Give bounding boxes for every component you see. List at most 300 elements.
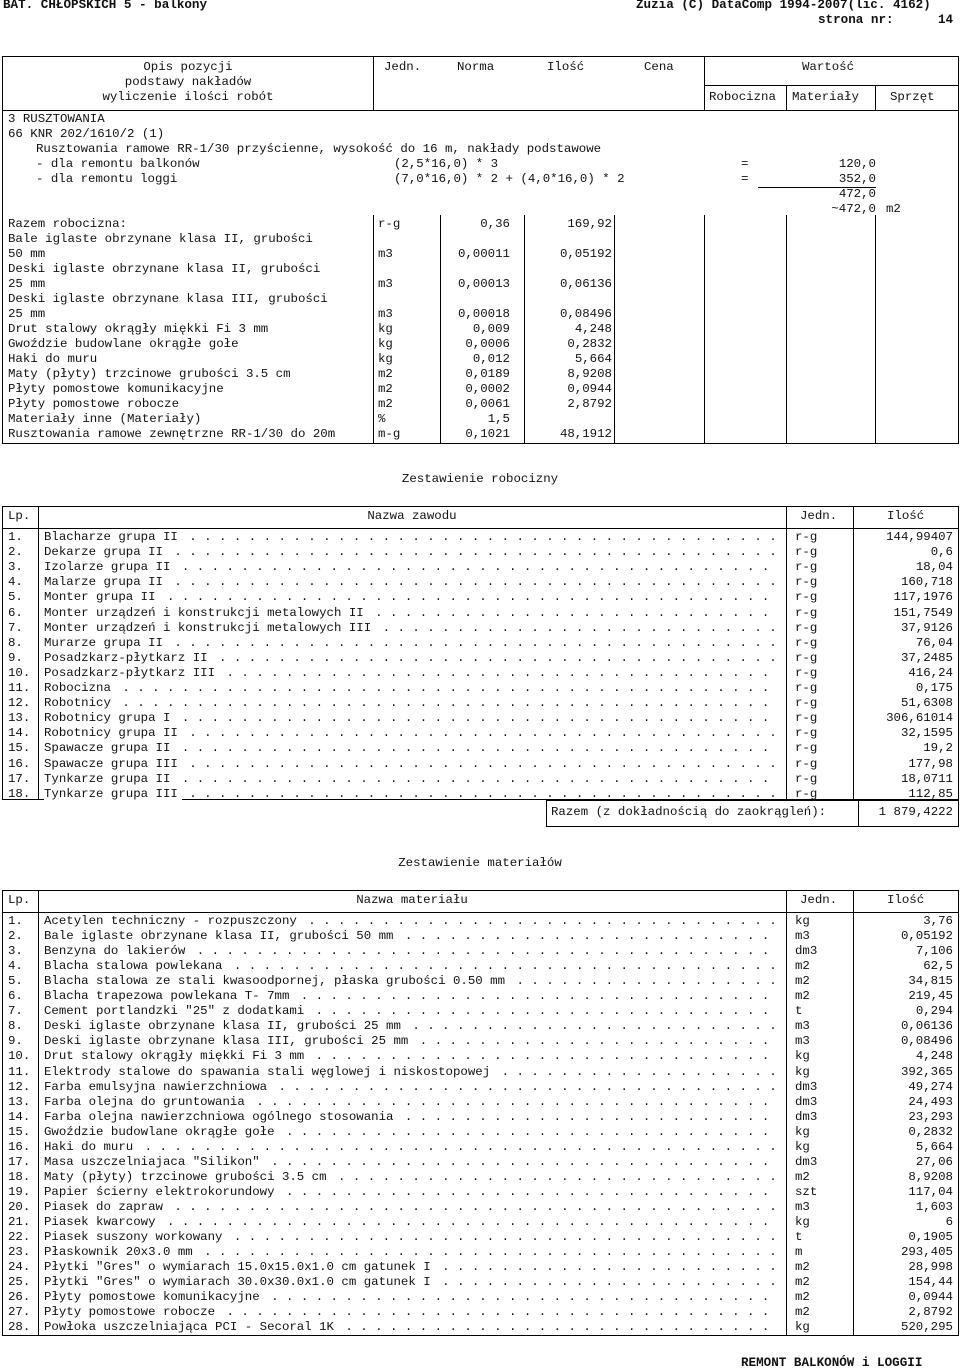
row-unit: r-g bbox=[795, 696, 818, 711]
row-name: Płytki "Gres" o wymiarach 30.0x30.0x1.0 cm gatunek I . . . . . . . . . . . . . . . . . . . . . . . bbox=[44, 1275, 777, 1290]
materials-summary-title: Zestawienie materiałów bbox=[398, 856, 562, 870]
resource-row bbox=[0, 367, 960, 382]
resource-name: Deski iglaste obrzynane klasa III, grubości bbox=[8, 292, 328, 306]
resource-unit: % bbox=[378, 412, 386, 426]
row-name: Robotnicy grupa I . . . . . . . . . . . . . . . . . . . . . . . . . . . . . . . . . . . . . . . . bbox=[44, 711, 770, 726]
row-quantity: 219,45 bbox=[908, 989, 953, 1004]
table-row bbox=[0, 636, 960, 651]
resource-quantity: 2,8792 bbox=[567, 397, 612, 411]
dot-leader: . . . . . . . . . . . . . . . . . . . . . . . . . . . . . . . . . . . . . . . . . bbox=[159, 1215, 770, 1229]
row-number: 13. bbox=[8, 1094, 31, 1109]
row-quantity: 151,7549 bbox=[893, 605, 953, 620]
section-heading: 3 RUSZTOWANIA bbox=[8, 112, 105, 126]
row-quantity: 0,2832 bbox=[908, 1124, 953, 1139]
dot-leader: . . . . . . . . . . . . . . . . . . . . . . . . . . . . . . . . . . . bbox=[248, 1094, 770, 1109]
row-number: 15. bbox=[8, 1124, 31, 1139]
table-row bbox=[0, 772, 960, 787]
resource-name: Maty (płyty) trzcinowe grubości 3.5 cm bbox=[8, 367, 291, 381]
dot-leader: . . . . . . . . . . . . . . . . . . . . . . . . . . . . . . . . . . . . . . . bbox=[189, 944, 770, 959]
resource-norm: 0,0006 bbox=[465, 337, 510, 351]
row-name: Monter grupa II . . . . . . . . . . . . . . . . . . . . . . . . . . . . . . . . . . . . . . . . . bbox=[44, 590, 770, 605]
labor-header-name: Nazwa zawodu bbox=[367, 509, 457, 523]
dot-leader: . . . . . . . . . . . . . . . . . . bbox=[509, 974, 777, 989]
row-unit: dm3 bbox=[795, 1109, 818, 1124]
table-row bbox=[0, 1320, 960, 1335]
calc-formula: (2,5*16,0) * 3 bbox=[394, 157, 499, 171]
row-quantity: 49,274 bbox=[908, 1079, 953, 1094]
row-name: Gwoździe budowlane okrągłe gołe . . . . . . . . . . . . . . . . . . . . . . . . . . . . . . . . . bbox=[44, 1124, 770, 1139]
row-number: 22. bbox=[8, 1230, 31, 1245]
dot-leader: . . . . . . . . . . . . . . . . . . . . . . . . . . . . . . . . bbox=[300, 914, 777, 928]
row-unit: r-g bbox=[795, 756, 818, 771]
resource-quantity: 0,08496 bbox=[559, 307, 612, 321]
row-unit: r-g bbox=[795, 726, 818, 741]
dot-leader: . . . . . . . . . . . . . . . . . . . . . . . . . . . . . . . . . . . . . . . . . . . . bbox=[114, 681, 770, 695]
resource-quantity: 0,2832 bbox=[567, 337, 612, 351]
page-label: strona nr: bbox=[818, 13, 894, 27]
row-number: 19. bbox=[8, 1184, 31, 1199]
resource-name: Deski iglaste obrzynane klasa II, grubości bbox=[8, 262, 321, 276]
row-quantity: 2,8792 bbox=[908, 1305, 953, 1320]
resource-unit: m2 bbox=[378, 397, 393, 411]
resource-unit: kg bbox=[378, 322, 393, 336]
labor-header-qty: Ilość bbox=[887, 509, 925, 523]
labor-summary-title: Zestawienie robocizny bbox=[401, 472, 559, 486]
row-number: 5. bbox=[8, 974, 23, 989]
resource-name: Drut stalowy okrągły miękki Fi 3 mm bbox=[8, 322, 269, 336]
header-wartosc: Wartość bbox=[802, 60, 855, 74]
calc-sum-unit: m2 bbox=[886, 202, 901, 216]
row-quantity: 7,106 bbox=[915, 944, 953, 959]
header-jedn: Jedn. bbox=[384, 60, 422, 74]
table-row bbox=[0, 726, 960, 741]
row-number: 14. bbox=[8, 1109, 31, 1124]
row-quantity: 0,6 bbox=[930, 545, 953, 560]
row-number: 8. bbox=[8, 1019, 23, 1034]
row-number: 1. bbox=[8, 530, 23, 544]
table-row bbox=[0, 1004, 960, 1019]
labor-header-unit: Jedn. bbox=[800, 509, 838, 523]
labor-header-divider bbox=[2, 528, 958, 529]
row-number: 7. bbox=[8, 1004, 23, 1019]
row-quantity: 177,98 bbox=[908, 756, 953, 771]
row-unit: dm3 bbox=[795, 1094, 818, 1109]
row-quantity: 51,6308 bbox=[900, 696, 953, 711]
labor-header-lp: Lp. bbox=[8, 509, 31, 523]
dot-leader: . . . . . . . . . . . . . . . . . . . . . . . . . . . bbox=[367, 605, 770, 620]
row-name: Malarze grupa II . . . . . . . . . . . . . . . . . . . . . . . . . . . . . . . . . . . . . . . . . bbox=[44, 575, 777, 590]
row-unit: kg bbox=[795, 1049, 810, 1064]
table-row bbox=[0, 1260, 960, 1275]
dot-leader: . . . . . . . . . . . . . . . . . . . . . . . . . . . . . . . . . . . . . . . . bbox=[181, 786, 777, 801]
header-wyliczenie: wyliczenie ilości robót bbox=[102, 90, 274, 104]
row-unit: m bbox=[795, 1245, 803, 1260]
resource-name: Rusztowania ramowe zewnętrzne RR-1/30 do 20m bbox=[8, 427, 336, 441]
row-unit: r-g bbox=[795, 530, 818, 544]
row-number: 10. bbox=[8, 1049, 31, 1064]
row-name: Robotnicy . . . . . . . . . . . . . . . . . . . . . . . . . . . . . . . . . . . . . . . . . . . . bbox=[44, 696, 770, 711]
dot-leader: . . . . . . . . . . . . . . . . . . . . . . . bbox=[434, 1275, 777, 1290]
table-row bbox=[0, 929, 960, 944]
row-quantity: 0,08496 bbox=[900, 1034, 953, 1049]
table-row bbox=[0, 575, 960, 590]
row-name: Monter urządzeń i konstrukcji metalowych III . . . . . . . . . . . . . . . . . . . . . . . . . . . bbox=[44, 620, 777, 635]
dot-leader: . . . . . . . . . . . . . . . . . . . . . . . . . . . . . . . . . bbox=[278, 1124, 770, 1139]
dot-leader: . . . . . . . . . . . . . . . . . . . . . . . . . . . . . . . . . . . . . . . . . . . . bbox=[114, 696, 770, 711]
table-row bbox=[0, 1170, 960, 1185]
position-description: Rusztowania ramowe RR-1/30 przyścienne, wysokość do 16 m, nakłady podstawowe bbox=[36, 142, 602, 156]
row-quantity: 0,05192 bbox=[900, 929, 953, 944]
row-name: Piasek suszony workowany . . . . . . . . . . . . . . . . . . . . . . . . . . . . . . . . . . . . . bbox=[44, 1230, 777, 1245]
row-unit: m2 bbox=[795, 1260, 810, 1275]
resource-row bbox=[0, 277, 960, 292]
row-unit: kg bbox=[795, 1124, 810, 1139]
row-name: Haki do muru . . . . . . . . . . . . . . . . . . . . . . . . . . . . . . . . . . . . . . . . . . . bbox=[44, 1139, 777, 1154]
dot-leader: . . . . . . . . . . . . . . . . . . . . . . . . . . . . . . . . . . . . . . . . bbox=[174, 741, 770, 756]
row-unit: r-g bbox=[795, 711, 818, 726]
resource-name: 25 mm bbox=[8, 277, 46, 291]
row-name: Benzyna do lakierów . . . . . . . . . . . . . . . . . . . . . . . . . . . . . . . . . . . . . . . bbox=[44, 944, 770, 959]
materials-header-unit: Jedn. bbox=[800, 893, 838, 907]
resource-norm: 0,36 bbox=[480, 217, 510, 231]
row-quantity: 3,76 bbox=[923, 914, 953, 928]
row-unit: r-g bbox=[795, 665, 818, 680]
row-unit: r-g bbox=[795, 605, 818, 620]
row-number: 4. bbox=[8, 575, 23, 590]
table-row bbox=[0, 959, 960, 974]
resource-name: Haki do muru bbox=[8, 352, 98, 366]
row-name: Posadzkarz-płytkarz II . . . . . . . . . . . . . . . . . . . . . . . . . . . . . . . . . . . . . . bbox=[44, 650, 777, 665]
dot-leader: . . . . . . . . . . . . . . . . . . . . . . . . . bbox=[397, 929, 770, 944]
row-number: 5. bbox=[8, 590, 23, 605]
row-number: 12. bbox=[8, 696, 31, 711]
resource-quantity: 0,05192 bbox=[559, 247, 612, 261]
position-number: 66 KNR 202/1610/2 (1) bbox=[8, 127, 165, 141]
calc-eq: = bbox=[741, 157, 749, 171]
materials-header-lp: Lp. bbox=[8, 893, 31, 907]
col-divider bbox=[858, 800, 859, 826]
resource-row bbox=[0, 397, 960, 412]
resource-unit: m3 bbox=[378, 307, 393, 321]
row-name: Robotnicy grupa II . . . . . . . . . . . . . . . . . . . . . . . . . . . . . . . . . . . . . . . . bbox=[44, 726, 777, 741]
row-unit: r-g bbox=[795, 650, 818, 665]
resource-quantity: 48,1912 bbox=[559, 427, 612, 441]
resource-row bbox=[0, 352, 960, 367]
row-name: Elektrody stalowe do spawania stali węglowej i niskostopowej . . . . . . . . . . . . . . . . . . . bbox=[44, 1064, 777, 1079]
calc-label: - dla remontu balkonów bbox=[36, 157, 200, 171]
row-name: Płaskownik 20x3.0 mm . . . . . . . . . . . . . . . . . . . . . . . . . . . . . . . . . . . . . . . bbox=[44, 1245, 777, 1260]
row-unit: dm3 bbox=[795, 1154, 818, 1169]
row-quantity: 117,04 bbox=[908, 1184, 953, 1199]
table-row bbox=[0, 1049, 960, 1064]
row-number: 9. bbox=[8, 1034, 23, 1049]
row-unit: kg bbox=[795, 1064, 810, 1079]
dot-leader: . . . . . . . . . . . . . . . . . . . . . . . . . bbox=[404, 1019, 777, 1034]
labor-total-label: Razem (z dokładnością do zaokrągleń): bbox=[551, 805, 827, 819]
col-divider bbox=[875, 86, 876, 111]
row-name: Posadzkarz-płytkarz III . . . . . . . . . . . . . . . . . . . . . . . . . . . . . . . . . . . . . bbox=[44, 665, 770, 680]
dot-leader: . . . . . . . . . . . . . . . . . . . . . . . . . . . . . . . . . . . . . . . . bbox=[174, 711, 770, 726]
row-quantity: 0,294 bbox=[915, 1004, 953, 1019]
row-quantity: 37,9126 bbox=[900, 620, 953, 635]
row-quantity: 23,293 bbox=[908, 1109, 953, 1124]
resource-norm: 1,5 bbox=[487, 412, 510, 426]
row-quantity: 37,2485 bbox=[900, 650, 953, 665]
row-quantity: 0,0944 bbox=[908, 1290, 953, 1305]
row-name: Blacha stalowa powlekana . . . . . . . . . . . . . . . . . . . . . . . . . . . . . . . . . . . . . bbox=[44, 959, 777, 974]
dot-leader: . . . . . . . . . . . . . . . . . . . . . . . . . . . bbox=[375, 620, 777, 635]
row-unit: kg bbox=[795, 1139, 810, 1154]
dot-leader: . . . . . . . . . . . . . . . . . . . . . . . . . . . . . . . . . . . . . bbox=[226, 1230, 777, 1245]
row-unit: r-g bbox=[795, 635, 818, 650]
row-unit: kg bbox=[795, 1215, 810, 1229]
resource-quantity: 169,92 bbox=[567, 217, 612, 231]
table-row bbox=[0, 1095, 960, 1110]
dot-leader: . . . . . . . . . . . . . . . . . . . . . . . . bbox=[412, 1034, 770, 1049]
row-quantity: 154,44 bbox=[908, 1275, 953, 1290]
resource-name: Płyty pomostowe robocze bbox=[8, 397, 180, 411]
table-row bbox=[0, 1230, 960, 1245]
row-name: Deski iglaste obrzynane klasa III, grubości 25 mm . . . . . . . . . . . . . . . . . . . . . . . . bbox=[44, 1034, 770, 1049]
row-number: 16. bbox=[8, 756, 31, 771]
row-name: Deski iglaste obrzynane klasa II, grubości 25 mm . . . . . . . . . . . . . . . . . . . . . . . . . bbox=[44, 1019, 777, 1034]
table-row bbox=[0, 590, 960, 605]
row-unit: m2 bbox=[795, 1169, 810, 1184]
row-quantity: 18,04 bbox=[915, 560, 953, 575]
row-quantity: 18,0711 bbox=[900, 771, 953, 786]
row-quantity: 392,365 bbox=[900, 1064, 953, 1079]
row-number: 2. bbox=[8, 929, 23, 944]
resource-row bbox=[0, 217, 960, 232]
table-row bbox=[0, 1305, 960, 1320]
row-unit: kg bbox=[795, 914, 810, 928]
row-name: Blacharze grupa II . . . . . . . . . . . . . . . . . . . . . . . . . . . . . . . . . . . . . . . . bbox=[44, 530, 777, 544]
row-name: Bale iglaste obrzynane klasa II, grubości 50 mm . . . . . . . . . . . . . . . . . . . . . . . . . bbox=[44, 929, 770, 944]
calc-eq: = bbox=[741, 172, 749, 186]
table-row bbox=[0, 1080, 960, 1095]
row-number: 12. bbox=[8, 1079, 31, 1094]
row-name: Papier ścierny elektrokorundowy . . . . . . . . . . . . . . . . . . . . . . . . . . . . . . . . . bbox=[44, 1184, 770, 1199]
header-materialy: Materiały bbox=[792, 90, 859, 104]
row-name: Spawacze grupa II . . . . . . . . . . . . . . . . . . . . . . . . . . . . . . . . . . . . . . . . bbox=[44, 741, 770, 756]
table-row bbox=[0, 621, 960, 636]
table-row bbox=[0, 741, 960, 756]
dot-leader: . . . . . . . . . . . . . . . . . . . . . . . . . . . . . . . . . . . . . . . . . bbox=[166, 1199, 777, 1214]
dot-leader: . . . . . . . . . . . . . . . . . . . . . . . . . . . . . . . . . . . . . . . . bbox=[181, 726, 777, 741]
row-quantity: 76,04 bbox=[915, 635, 953, 650]
table-row bbox=[0, 560, 960, 575]
header-norma: Norma bbox=[457, 60, 495, 74]
row-unit: m2 bbox=[795, 959, 810, 974]
header-ilosc: Ilość bbox=[547, 60, 585, 74]
row-unit: m3 bbox=[795, 1019, 810, 1034]
resource-unit: kg bbox=[378, 352, 393, 366]
resource-quantity: 5,664 bbox=[574, 352, 612, 366]
dot-leader: . . . . . . . . . . . . . . . . . . . . . . . . . . . . . . . bbox=[308, 1004, 770, 1019]
resource-norm: 0,009 bbox=[472, 322, 510, 336]
row-quantity: 112,85 bbox=[908, 786, 953, 801]
calc-label: - dla remontu loggi bbox=[36, 172, 178, 186]
row-number: 14. bbox=[8, 726, 31, 741]
resource-norm: 0,0189 bbox=[465, 367, 510, 381]
resource-row bbox=[0, 232, 960, 247]
row-name: Dekarze grupa II . . . . . . . . . . . . . . . . . . . . . . . . . . . . . . . . . . . . . . . . . bbox=[44, 545, 777, 560]
dot-leader: . . . . . . . . . . . . . . . . . . . . . . . . . . . . . . . . . . . . . . . . bbox=[174, 560, 770, 575]
row-name: Drut stalowy okrągły miękki Fi 3 mm . . . . . . . . . . . . . . . . . . . . . . . . . . . . . . . bbox=[44, 1049, 770, 1064]
dot-leader: . . . . . . . . . . . . . . . . . . . . . . . . . . . . . . . . . . bbox=[271, 1079, 777, 1094]
resource-row bbox=[0, 322, 960, 337]
resource-norm: 0,00013 bbox=[457, 277, 510, 291]
row-unit: r-g bbox=[795, 575, 818, 590]
row-number: 23. bbox=[8, 1245, 31, 1260]
row-name: Maty (płyty) trzcinowe grubości 3.5 cm . . . . . . . . . . . . . . . . . . . . . . . . . . . . . . bbox=[44, 1169, 777, 1184]
dot-leader: . . . . . . . . . . . . . . . . . . . . . . . . . . . . . . . . . bbox=[278, 1184, 770, 1199]
resource-row bbox=[0, 307, 960, 322]
row-number: 10. bbox=[8, 665, 31, 680]
header-podstawy: podstawy nakładów bbox=[124, 75, 252, 89]
row-name: Płytki "Gres" o wymiarach 15.0x15.0x1.0 cm gatunek I . . . . . . . . . . . . . . . . . . . . . . . bbox=[44, 1260, 777, 1275]
row-name: Piasek do zapraw . . . . . . . . . . . . . . . . . . . . . . . . . . . . . . . . . . . . . . . . . bbox=[44, 1199, 777, 1214]
table-row bbox=[0, 606, 960, 621]
table-row bbox=[0, 1185, 960, 1200]
row-name: Murarze grupa II . . . . . . . . . . . . . . . . . . . . . . . . . . . . . . . . . . . . . . . . . bbox=[44, 635, 777, 650]
row-name: Acetylen techniczny - rozpuszczony . . . . . . . . . . . . . . . . . . . . . . . . . . . . . . . . bbox=[44, 914, 777, 928]
header-cena: Cena bbox=[644, 60, 674, 74]
resource-row bbox=[0, 337, 960, 352]
dot-leader: . . . . . . . . . . . . . . . . . . . . . . . . . . . . . . . . . . . . . . . . . bbox=[159, 590, 770, 605]
resource-name: Bale iglaste obrzynane klasa II, grubości bbox=[8, 232, 313, 246]
row-unit: r-g bbox=[795, 786, 818, 801]
row-quantity: 0,175 bbox=[915, 681, 953, 695]
header-robocizna: Robocizna bbox=[709, 90, 776, 104]
dot-leader: . . . . . . . . . . . . . . . . . . . bbox=[494, 1064, 777, 1079]
row-unit: r-g bbox=[795, 741, 818, 756]
calc-formula: (7,0*16,0) * 2 + (4,0*16,0) * 2 bbox=[394, 172, 625, 186]
col-divider bbox=[704, 56, 705, 111]
row-number: 3. bbox=[8, 944, 23, 959]
resource-quantity: 0,06136 bbox=[559, 277, 612, 291]
row-unit: m2 bbox=[795, 1305, 810, 1320]
row-number: 24. bbox=[8, 1260, 31, 1275]
resource-name: 25 mm bbox=[8, 307, 46, 321]
table-row bbox=[0, 711, 960, 726]
row-quantity: 117,1976 bbox=[893, 590, 953, 605]
calc-sum: 472,0 bbox=[838, 187, 876, 201]
labor-total-value: 1 879,4222 bbox=[878, 805, 953, 819]
row-quantity: 27,06 bbox=[915, 1154, 953, 1169]
row-quantity: 6 bbox=[945, 1215, 953, 1229]
dot-leader: . . . . . . . . . . . . . . . . . . . . . . . . . . . . . . . . . . . . . bbox=[219, 665, 770, 680]
row-name: Masa uszczelniajaca "Silikon" . . . . . . . . . . . . . . . . . . . . . . . . . . . . . . . . . . bbox=[44, 1154, 770, 1169]
resource-row bbox=[0, 412, 960, 427]
resource-name: 50 mm bbox=[8, 247, 46, 261]
row-name: Monter urządzeń i konstrukcji metalowych II . . . . . . . . . . . . . . . . . . . . . . . . . . . bbox=[44, 605, 770, 620]
row-name: Farba olejna nawierzchniowa ogólnego stosowania . . . . . . . . . . . . . . . . . . . . . . . . . bbox=[44, 1109, 770, 1124]
dot-leader: . . . . . . . . . . . . . . . . . . . . . . . . . . . . . bbox=[338, 1320, 770, 1335]
row-number: 8. bbox=[8, 635, 23, 650]
resource-unit: m2 bbox=[378, 382, 393, 396]
row-quantity: 5,664 bbox=[915, 1139, 953, 1154]
row-number: 1. bbox=[8, 914, 23, 928]
row-unit: m3 bbox=[795, 929, 810, 944]
row-number: 9. bbox=[8, 650, 23, 665]
row-quantity: 8,9208 bbox=[908, 1169, 953, 1184]
row-number: 13. bbox=[8, 711, 31, 726]
dot-leader: . . . . . . . . . . . . . . . . . . . . . . . . . . . . . . . . . . bbox=[263, 1290, 770, 1305]
dot-leader: . . . . . . . . . . . . . . . . . . . . . . . . . . . . . . bbox=[330, 1169, 777, 1184]
resource-norm: 0,00011 bbox=[457, 247, 510, 261]
dot-leader: . . . . . . . . . . . . . . . . . . . . . . . . . . . . . . . . . . . . . . . bbox=[196, 1245, 777, 1260]
row-name: Blacha trapezowa powlekana T- 7mm . . . . . . . . . . . . . . . . . . . . . . . . . . . . . . . . bbox=[44, 989, 770, 1004]
dot-leader: . . . . . . . . . . . . . . . . . . . . . . . bbox=[434, 1260, 777, 1275]
row-unit: t bbox=[795, 1230, 803, 1245]
row-number: 11. bbox=[8, 1064, 31, 1079]
row-number: 27. bbox=[8, 1305, 31, 1320]
resource-unit: kg bbox=[378, 337, 393, 351]
row-number: 4. bbox=[8, 959, 23, 974]
table-row bbox=[0, 1125, 960, 1140]
resource-name: Gwoździe budowlane okrągłe gołe bbox=[8, 337, 239, 351]
table-row bbox=[0, 944, 960, 959]
resource-row bbox=[0, 262, 960, 277]
resource-norm: 0,1021 bbox=[465, 427, 510, 441]
row-quantity: 160,718 bbox=[900, 575, 953, 590]
resource-norm: 0,0002 bbox=[465, 382, 510, 396]
row-quantity: 24,493 bbox=[908, 1094, 953, 1109]
row-number: 21. bbox=[8, 1215, 31, 1229]
calc-sum-rounded: ~472,0 bbox=[831, 202, 876, 216]
dot-leader: . . . . . . . . . . . . . . . . . . . . . . . . . . . . . . . . . . . . . . . . bbox=[181, 756, 777, 771]
table-row bbox=[0, 989, 960, 1004]
row-unit: m2 bbox=[795, 974, 810, 989]
software-license: Zuzia (C) DataComp 1994-2007(lic. 4162) bbox=[636, 0, 931, 12]
resource-unit: r-g bbox=[378, 217, 401, 231]
dot-leader: . . . . . . . . . . . . . . . . . . . . . . . . . . . . . . . . bbox=[293, 989, 770, 1004]
row-number: 6. bbox=[8, 989, 23, 1004]
resource-name: Razem robocizna: bbox=[8, 217, 127, 231]
col-divider bbox=[786, 86, 787, 111]
resource-row bbox=[0, 427, 960, 442]
row-unit: m3 bbox=[795, 1034, 810, 1049]
table-row bbox=[0, 1034, 960, 1049]
row-name: Piasek kwarcowy . . . . . . . . . . . . . . . . . . . . . . . . . . . . . . . . . . . . . . . . . bbox=[44, 1215, 770, 1229]
row-quantity: 1,603 bbox=[915, 1199, 953, 1214]
row-name: Robocizna . . . . . . . . . . . . . . . . . . . . . . . . . . . . . . . . . . . . . . . . . . . . bbox=[44, 681, 770, 695]
row-number: 7. bbox=[8, 620, 23, 635]
row-quantity: 32,1595 bbox=[900, 726, 953, 741]
dot-leader: . . . . . . . . . . . . . . . . . . . . . . . . . . . . . . . . . . . . . . . . . bbox=[166, 545, 777, 560]
row-quantity: 144,99407 bbox=[886, 530, 953, 544]
dot-leader: . . . . . . . . . . . . . . . . . . . . . . . . . . . . . . . . . . . . . . . . . . . bbox=[137, 1139, 777, 1154]
dot-leader: . . . . . . . . . . . . . . . . . . . . . . . . . . . . . . . . . . . . . . . . bbox=[174, 771, 770, 786]
resource-row bbox=[0, 292, 960, 307]
row-unit: dm3 bbox=[795, 944, 818, 959]
row-quantity: 293,405 bbox=[900, 1245, 953, 1260]
table-row bbox=[0, 914, 960, 929]
row-quantity: 0,1905 bbox=[908, 1230, 953, 1245]
row-unit: m2 bbox=[795, 1290, 810, 1305]
row-quantity: 416,24 bbox=[908, 665, 953, 680]
dot-leader: . . . . . . . . . . . . . . . . . . . . . . . . . bbox=[397, 1109, 770, 1124]
row-number: 18. bbox=[8, 786, 31, 801]
table-row bbox=[0, 1019, 960, 1034]
row-unit: dm3 bbox=[795, 1079, 818, 1094]
row-unit: r-g bbox=[795, 545, 818, 560]
header-opis: Opis pozycji bbox=[143, 60, 233, 74]
row-name: Blacha stalowa ze stali kwasoodpornej, płaska grubości 0.50 mm . . . . . . . . . . . . . . . . . . bbox=[44, 974, 777, 989]
row-quantity: 306,61014 bbox=[886, 711, 953, 726]
row-name: Tynkarze grupa II . . . . . . . . . . . . . . . . . . . . . . . . . . . . . . . . . . . . . . . . bbox=[44, 771, 770, 786]
